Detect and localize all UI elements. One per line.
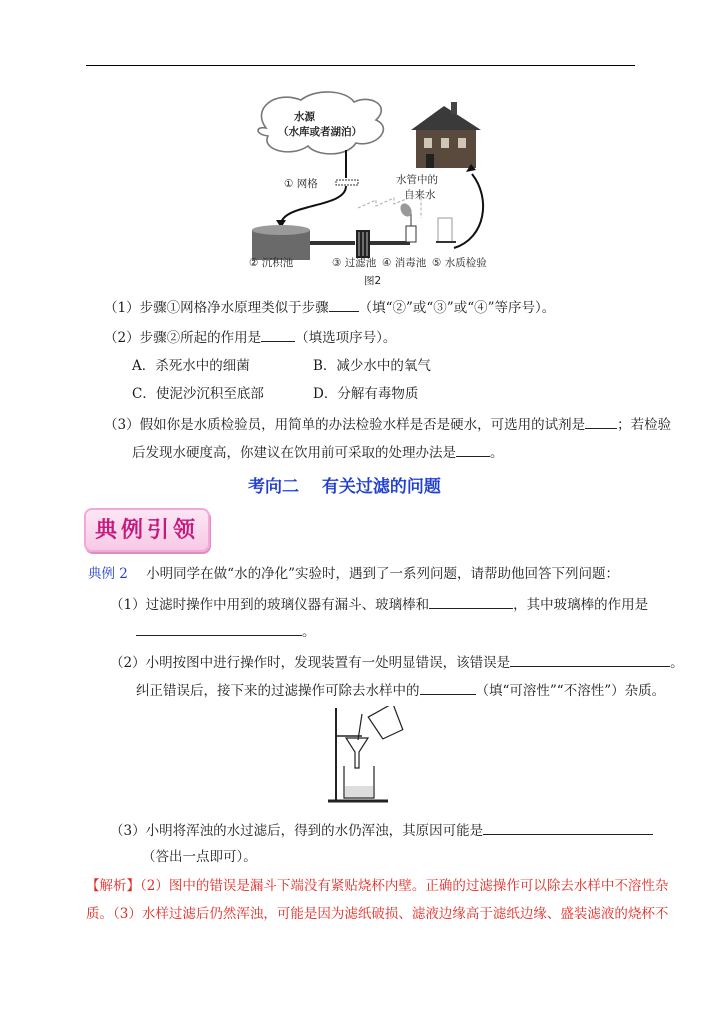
example-part1 [110,594,648,614]
p3-text-pre: （3）小明将浑浊的水过滤后，得到的水仍浑浊，其原因可能是 [110,823,484,839]
water-testing-icon [436,218,456,242]
p2-impurity-blank[interactable] [420,680,476,695]
analysis-tag: 【解析】 [86,878,140,894]
p2-end: 。 [670,655,684,671]
beaker-icon [344,766,374,798]
header-rule [86,65,635,66]
q1-answer-blank[interactable] [329,297,359,312]
analysis-text-1: （2）图中的错误是漏斗下端没有紧贴烧杯内壁。正确的过滤操作可以除去水样中不溶性杂 [140,878,669,894]
p2-error-blank[interactable] [510,652,670,667]
source-label-2: （水库或者湖泊） [278,126,362,138]
water-treatment-figure [246,88,500,288]
example-part3-note: （答出一点即可）。 [142,849,257,865]
step4-label: ④ 消毒池 [382,257,427,269]
q3-line2-pre: 后发现水硬度高，你建议在饮用前可采取的处理办法是 [132,445,456,461]
example-part2-line2 [136,680,665,700]
q3-line2-post: 。 [490,445,504,461]
option-d: D．分解有毒物质 [313,386,419,402]
house-label-2: 自来水 [404,189,436,201]
step1-label: ① 网格 [284,178,318,190]
example-badge: 典例引领 [84,508,210,552]
step5-label: ⑤ 水质检验 [432,257,487,269]
p1-text-post: ，其中玻璃棒的作用是 [513,597,649,613]
p1-end: 。 [302,624,316,640]
p2b-text-pre: 纠正错误后，接下来的过滤操作可除去水样中的 [136,683,420,699]
option-b: B．减少水中的氧气 [313,358,431,374]
q3-method-blank[interactable] [456,442,490,457]
p2-text-pre: （2）小明按图中进行操作时，发现装置有一处明显错误，该错误是 [110,655,511,671]
question-2 [104,327,396,347]
q3-line1-pre: （3）假如你是水质检验员，用简单的办法检验水样是否是硬水，可选用的试剂是 [104,417,586,433]
q3-reagent-blank[interactable] [585,414,617,429]
funnel-icon [346,738,368,768]
step3-label: ③ 过滤池 [332,257,377,269]
option-c: C．使泥沙沉积至底部 [132,386,264,402]
question-3-line2 [132,442,504,462]
filter-icon [356,230,370,258]
q2-text-pre: （2）步骤②所起的作用是 [104,330,262,346]
disinfection-icon [398,201,416,242]
house-icon [411,102,481,168]
p1-role-blank[interactable] [136,621,302,636]
p1-text-pre: （1）过滤时操作中用到的玻璃仪器有漏斗、玻璃棒和 [110,597,430,613]
q1-text-post: （填“②”或“③”或“④”等序号）。 [358,300,556,316]
section-title: 考向二 有关过滤的问题 [248,477,441,497]
filtration-apparatus-figure [328,706,418,806]
q3-line1-post: ；若检验 [617,417,672,433]
analysis-line1 [86,877,668,895]
q2-text-post: （填选项序号）。 [295,330,397,346]
figure-caption: 图2 [364,275,382,287]
step2-label: ② 沉积池 [249,257,294,269]
p1-glassware-blank[interactable] [429,594,513,609]
example-part2 [110,652,684,672]
question-3-line1 [104,414,671,434]
example-label: 典例 2 [88,566,128,582]
example-part3 [110,820,653,840]
example-intro [88,565,619,583]
p3-reason-blank[interactable] [483,820,653,835]
q2-answer-blank[interactable] [261,327,295,342]
example-part1-line2 [136,621,316,641]
option-a: A．杀死水中的细菌 [132,358,250,374]
source-label-1: 水源 [294,111,315,123]
analysis-text-2: 质。（3）水样过滤后仍然浑浊，可能是因为滤纸破损、滤液边缘高于滤纸边缘、盛装滤液的烧杯不 [86,906,669,922]
house-label-1: 水管中的 [396,174,438,186]
pouring-beaker-icon [358,706,405,741]
sedimentation-tank-icon [252,225,310,260]
cloud-icon [258,92,383,154]
grid-icon [336,180,358,185]
example-intro-text: 小明同学在做“水的净化”实验时，遇到了一系列问题，请帮助他回答下列问题： [146,566,619,582]
q1-text-pre: （1）步骤①网格净水原理类似于步骤 [104,300,329,316]
p2b-text-post: （填“可溶性”“不溶性”）杂质。 [475,683,666,699]
question-1 [104,297,555,317]
